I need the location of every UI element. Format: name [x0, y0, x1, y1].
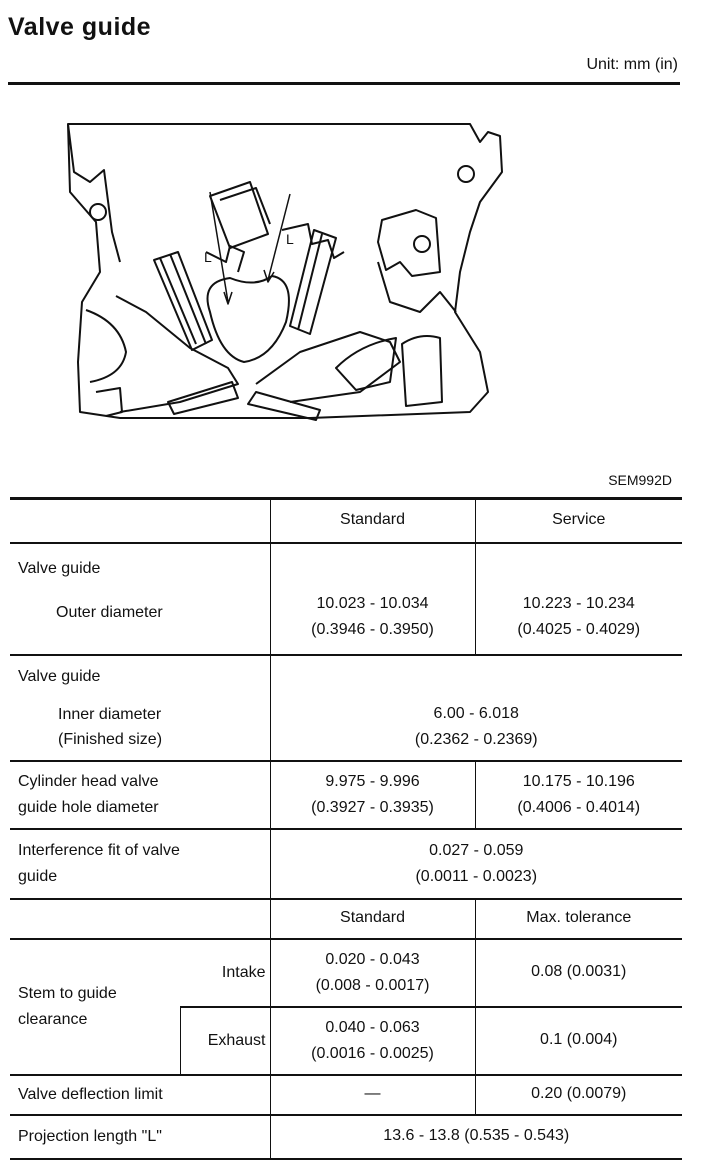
exhaust-max-cell: 0.1 (0.004) [475, 1007, 682, 1075]
unit-label: Unit: mm (in) [586, 56, 678, 73]
table-row-deflection [10, 1075, 682, 1115]
right-boss-hole [414, 236, 430, 252]
projection-value-cell: 13.6 - 13.8 (0.535 - 0.543) [270, 1115, 682, 1159]
interference-value-cell: 0.027 - 0.059 (0.0011 - 0.0023) [270, 829, 682, 899]
dimension-label-l-left: L [204, 249, 212, 265]
table-row-stem-intake: Stem to guide clearance Intake 0.020 - 0.043 (0.008 - 0.0017) 0.08 (0.0031) [10, 939, 682, 1007]
right-inner-wall [378, 262, 456, 312]
outer-service-cell: 10.223 - 10.234 (0.4025 - 0.4029) [475, 543, 682, 655]
valve-retainer [210, 182, 268, 248]
deflection-standard-cell: — [270, 1075, 475, 1115]
deflection-label: Valve deflection limit [10, 1075, 270, 1115]
right-bolt-hole [458, 166, 474, 182]
table-row-outer-diameter [10, 543, 682, 655]
projection-label: Projection length "L" [10, 1115, 270, 1159]
exhaust-standard-cell: 0.040 - 0.063 (0.0016 - 0.0025) [270, 1007, 475, 1075]
water-jacket-2 [402, 336, 442, 406]
outer-diameter-label: Outer diameter [56, 604, 163, 622]
table-row-hole-diameter: Cylinder head valve guide hole diameter 9.975 - 9.996 (0.3927 - 0.3935) 10.175 - 10.196 (0.4006 - 0.4014) [10, 761, 682, 829]
left-lower-boss [86, 310, 126, 382]
hole-standard-cell: 9.975 - 9.996 (0.3927 - 0.3935) [270, 761, 475, 829]
header-rule [8, 82, 680, 85]
lower-right-passage [248, 392, 320, 420]
left-bottom-bracket [96, 388, 122, 416]
inner-value-cell: 6.00 - 6.018 (0.2362 - 0.2369) [270, 655, 682, 761]
intake-max-cell: 0.08 (0.0031) [475, 939, 682, 1007]
left-bolt-hole [90, 204, 106, 220]
hole-service-cell: 10.175 - 10.196 (0.4006 - 0.4014) [475, 761, 682, 829]
water-jacket [336, 338, 396, 390]
dimension-label-l-right: L [286, 231, 294, 247]
figure-code: SEM992D [608, 472, 672, 488]
cylinder-head-cross-section-diagram [60, 112, 510, 432]
head-outline [68, 124, 502, 418]
header2-max-tolerance: Max. tolerance [475, 899, 682, 939]
page-title: Valve guide [8, 13, 152, 41]
intake-standard-cell: 0.020 - 0.043 (0.008 - 0.0017) [270, 939, 475, 1007]
table-header-row [10, 499, 682, 543]
header2-standard: Standard [270, 899, 475, 939]
outer-group-label: Valve guide [18, 559, 101, 577]
intake-label: Intake [180, 939, 270, 1007]
deflection-max-cell: 0.20 (0.0079) [475, 1075, 682, 1115]
port-opening [208, 276, 289, 362]
table-row-inner-diameter: Valve guide Inner diameter (Finished size) 6.00 - 6.018 (0.2362 - 0.2369) [10, 655, 682, 761]
table-header-row-2 [10, 899, 682, 939]
inner-group-label: Valve guide [18, 667, 101, 685]
header-standard: Standard [270, 499, 475, 543]
left-bolt-boss [68, 124, 120, 262]
valve-guide-spec-table [10, 497, 682, 1160]
exhaust-label: Exhaust [180, 1007, 270, 1075]
table-row-projection [10, 1115, 682, 1159]
table-row-interference: Interference fit of valve guide 0.027 - 0.059 (0.0011 - 0.0023) [10, 829, 682, 899]
outer-standard-cell: 10.023 - 10.034 (0.3946 - 0.3950) [270, 543, 475, 655]
header-service: Service [475, 499, 682, 543]
